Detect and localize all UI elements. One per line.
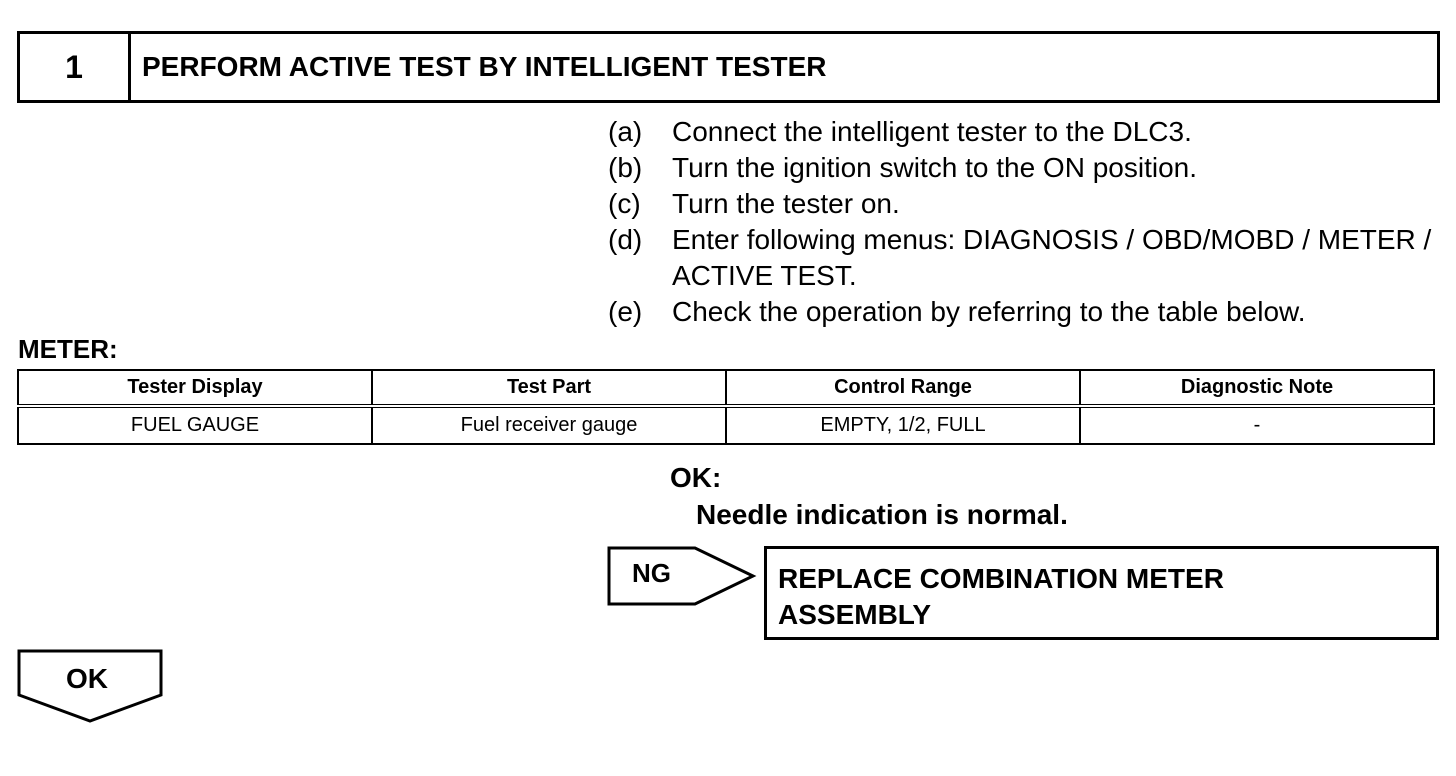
cell-tester-display: FUEL GAUGE: [18, 406, 372, 444]
instruction-text: Check the operation by referring to the table below.: [672, 296, 1306, 327]
active-test-table: [17, 369, 1435, 445]
instruction-letter: (e): [608, 296, 643, 327]
step-title: PERFORM ACTIVE TEST BY INTELLIGENT TESTER: [142, 51, 827, 82]
instruction-text: Turn the tester on.: [672, 188, 900, 219]
table-header-row: [18, 370, 1434, 406]
ng-arrow-shape: [607, 546, 757, 606]
ok-result-description: Needle indication is normal.: [696, 499, 1068, 530]
instruction-item: [608, 186, 1438, 222]
column-header-control-range: Control Range: [726, 370, 1080, 406]
step-number: 1: [20, 34, 131, 100]
table-row: [18, 406, 1434, 444]
instruction-letter: (d): [608, 224, 643, 255]
column-header-tester-display: Tester Display: [18, 370, 372, 406]
instruction-list: [608, 114, 1438, 330]
column-header-test-part: Test Part: [372, 370, 726, 406]
instruction-letter: (b): [608, 152, 643, 183]
cell-test-part: Fuel receiver gauge: [372, 406, 726, 444]
instruction-item: [608, 294, 1438, 330]
instruction-item: [608, 150, 1438, 186]
instruction-item: [608, 114, 1438, 150]
instruction-letter: (c): [608, 188, 641, 219]
ok-arrow-label: OK: [66, 663, 108, 694]
step-header: [17, 31, 1440, 103]
table-label: METER:: [18, 334, 118, 364]
instruction-text: Turn the ignition switch to the ON position.: [672, 152, 1197, 183]
instruction-letter: (a): [608, 116, 643, 147]
cell-diagnostic-note: -: [1080, 406, 1434, 444]
ok-result-label: OK:: [670, 462, 722, 493]
ng-action-line: ASSEMBLY: [778, 599, 932, 630]
column-header-diagnostic-note: Diagnostic Note: [1080, 370, 1434, 406]
ng-action-line: REPLACE COMBINATION METER: [778, 563, 1224, 594]
ng-action-box: [764, 546, 1439, 640]
instruction-text: Enter following menus: DIAGNOSIS / OBD/MOBD / METER / ACTIVE TEST.: [672, 224, 1432, 291]
instruction-text: Connect the intelligent tester to the DLC3.: [672, 116, 1192, 147]
instruction-item: [608, 222, 1438, 294]
cell-control-range: EMPTY, 1/2, FULL: [726, 406, 1080, 444]
ng-arrow-label: NG: [632, 558, 671, 588]
